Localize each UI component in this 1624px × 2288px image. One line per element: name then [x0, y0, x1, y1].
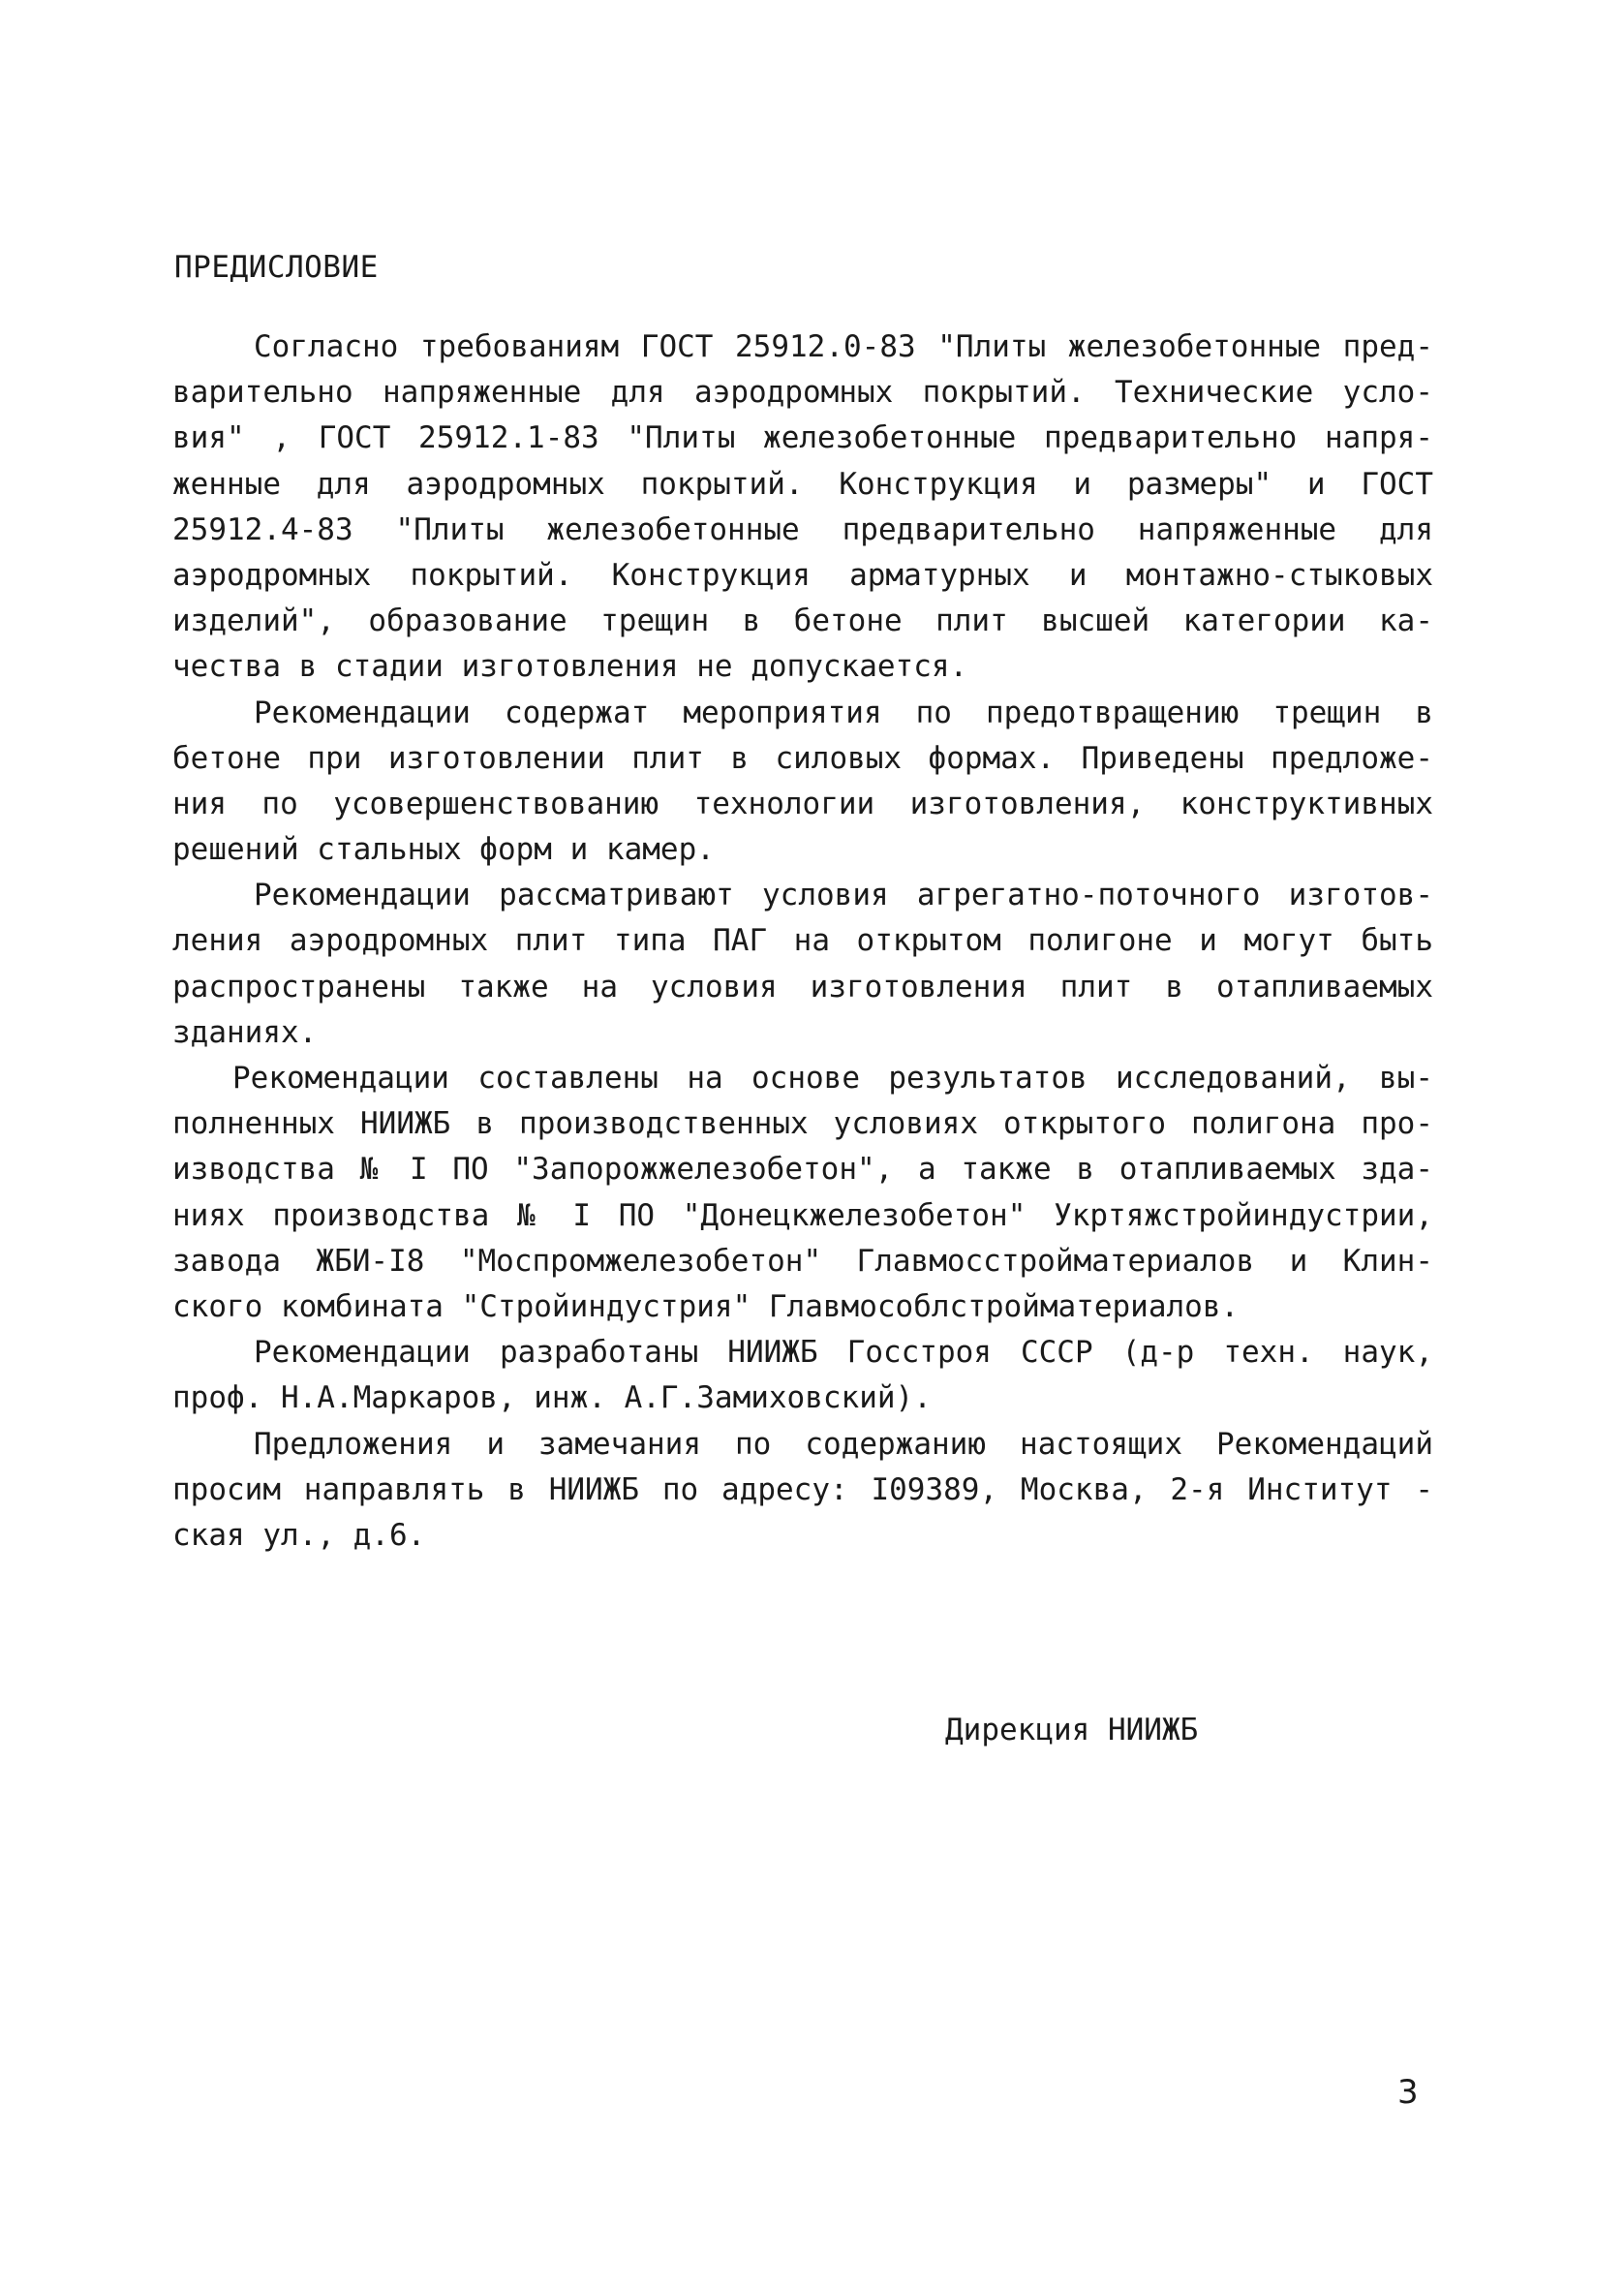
text-line: Рекомендации разработаны НИИЖБ Госстроя СССР (д-р техн. наук,: [254, 1335, 1433, 1371]
text-line: ления аэродромных плит типа ПАГ на открытом полигоне и могут быть: [172, 923, 1433, 959]
signature: Дирекция НИИЖБ: [945, 1713, 1199, 1747]
text-line: полненных НИИЖБ в производственных условиях открытого полигона про-: [172, 1106, 1433, 1142]
text-line: завода ЖБИ-I8 "Моспромжелезобетон" Главмосстройматериалов и Клин-: [172, 1243, 1433, 1279]
text-line: 25912.4-83 "Плиты железобетонные предварительно напряженные для: [172, 511, 1433, 547]
page-number: 3: [1397, 2073, 1419, 2112]
text-line: женные для аэродромных покрытий. Конструкция и размеры" и ГОСТ: [172, 466, 1433, 502]
text-line: проф. Н.А.Маркаров, инж. А.Г.Замиховский).: [172, 1380, 932, 1416]
text-line: чества в стадии изготовления не допускается.: [172, 649, 968, 685]
text-line: ниях производства № I ПО "Донецкжелезобетон" Укртяжстройиндустрии,: [172, 1197, 1433, 1233]
text-line: изводства № I ПО "Запорожжелезобетон", а также в отапливаемых зда-: [172, 1152, 1433, 1188]
text-line: ния по усовершенствованию технологии изготовления, конструктивных: [172, 786, 1433, 821]
text-line: Рекомендации содержат мероприятия по предотвращению трещин в: [254, 695, 1433, 730]
text-line: ская ул., д.6.: [172, 1517, 426, 1553]
text-line: Рекомендации рассматривают условия агрегатно-поточного изготов-: [254, 878, 1433, 913]
text-line: распространены также на условия изготовления плит в отапливаемых: [172, 969, 1433, 1005]
page-heading: ПРЕДИСЛОВИЕ: [174, 250, 379, 285]
text-line: решений стальных форм и камер.: [172, 832, 715, 868]
text-line: Согласно требованиям ГОСТ 25912.0-83 "Плиты железобетонные пред-: [254, 329, 1433, 364]
text-line: варительно напряженные для аэродромных покрытий. Технические усло-: [172, 375, 1433, 411]
text-line: ского комбината "Стройиндустрия" Главмособлстройматериалов.: [172, 1288, 1240, 1324]
text-line: Рекомендации составлены на основе результатов исследований, вы-: [232, 1061, 1433, 1096]
text-line: Предложения и замечания по содержанию настоящих Рекомендаций: [254, 1426, 1433, 1462]
text-line: изделий", образование трещин в бетоне плит высшей категории ка-: [172, 603, 1433, 639]
text-line: зданиях.: [172, 1014, 318, 1050]
text-line: бетоне при изготовлении плит в силовых формах. Приведены предложе-: [172, 740, 1433, 776]
text-line: вия" , ГОСТ 25912.1-83 "Плиты железобетонные предварительно напря-: [172, 420, 1433, 456]
text-line: аэродромных покрытий. Конструкция арматурных и монтажно-стыковых: [172, 557, 1433, 593]
text-line: просим направлять в НИИЖБ по адресу: I09389, Москва, 2-я Институт -: [172, 1471, 1433, 1507]
body-text: [172, 325, 1433, 1559]
